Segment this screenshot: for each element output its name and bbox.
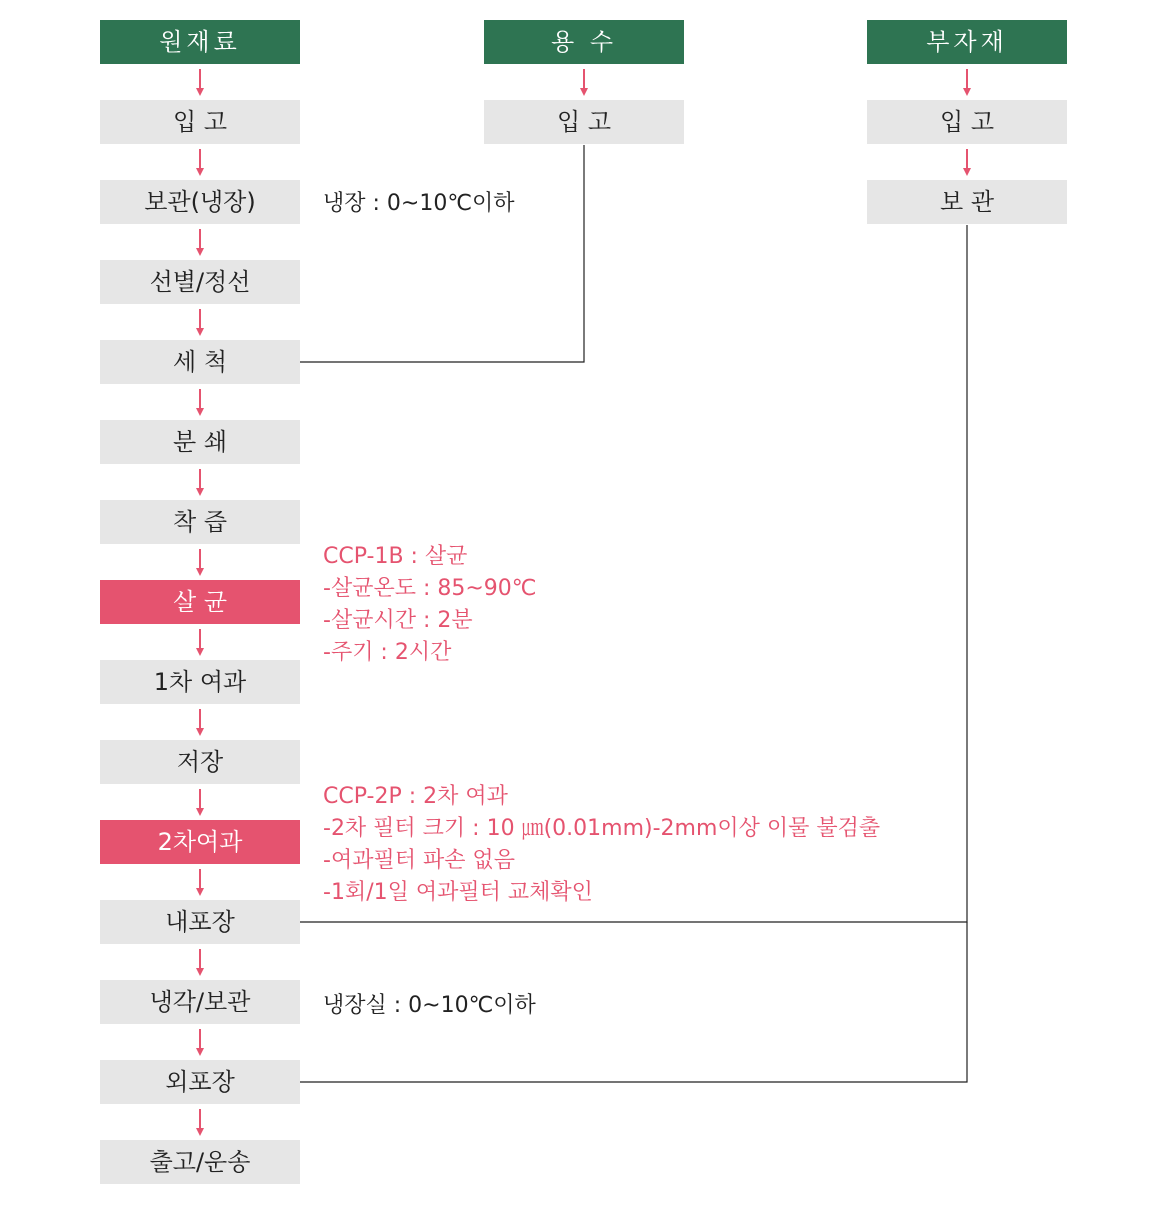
note-ccp2-line: CCP-2P : 2차 여과 [323,784,508,809]
step-crushing: 분 쇄 [100,420,300,464]
water-receiving: 입 고 [484,100,684,144]
note-cold-storage: 냉장 : 0~10℃이하 [323,191,515,216]
flow-arrow [196,1109,204,1136]
step-juicing: 착 즙 [100,500,300,544]
flow-arrow [196,789,204,816]
step-washing: 세 척 [100,340,300,384]
sub-receiving: 입 고 [867,100,1067,144]
step-second-filtration-ccp: 2차여과 [100,820,300,864]
step-cooling-storage: 냉각/보관 [100,980,300,1024]
note-ccp1-line: CCP-1B : 살균 [323,544,468,569]
note-ccp2 [323,781,880,909]
flow-arrow [196,149,204,176]
note-ccp1 [323,541,536,669]
step-outer-packaging: 외포장 [100,1060,300,1104]
flow-arrow [196,1029,204,1056]
flow-arrow [196,629,204,656]
step-storage: 저장 [100,740,300,784]
step-receiving: 입 고 [100,100,300,144]
note-ccp2-line: -1회/1일 여과필터 교체확인 [323,880,593,905]
flow-arrow [196,229,204,256]
note-ccp1-line: -살균온도 : 85~90℃ [323,576,537,601]
sub-material-header: 부자재 [867,20,1067,64]
flow-arrow [196,549,204,576]
step-shipping: 출고/운송 [100,1140,300,1184]
sub-storage: 보 관 [867,180,1067,224]
flow-arrow [963,69,971,96]
flow-arrow [196,869,204,896]
note-cold-room: 냉장실 : 0~10℃이하 [323,993,536,1018]
note-ccp1-line: -살균시간 : 2분 [323,608,473,633]
flow-arrow [196,389,204,416]
raw-material-header: 원재료 [100,20,300,64]
step-cold-storage: 보관(냉장) [100,180,300,224]
flow-arrow [963,149,971,176]
flow-arrow [196,69,204,96]
note-ccp2-line: -여과필터 파손 없음 [323,848,515,873]
flow-arrow [196,309,204,336]
water-header: 용 수 [484,20,684,64]
flow-arrow [196,709,204,736]
step-inner-packaging: 내포장 [100,900,300,944]
flow-arrow [580,69,588,96]
water-merge-line [300,145,584,362]
flow-arrow [196,949,204,976]
flow-arrow [196,469,204,496]
step-sterilization-ccp: 살 균 [100,580,300,624]
step-first-filtration: 1차 여과 [100,660,300,704]
step-sorting: 선별/정선 [100,260,300,304]
note-ccp1-line: -주기 : 2시간 [323,640,452,665]
note-ccp2-line: -2차 필터 크기 : 10 ㎛(0.01mm)-2mm이상 이물 불검출 [323,816,881,841]
